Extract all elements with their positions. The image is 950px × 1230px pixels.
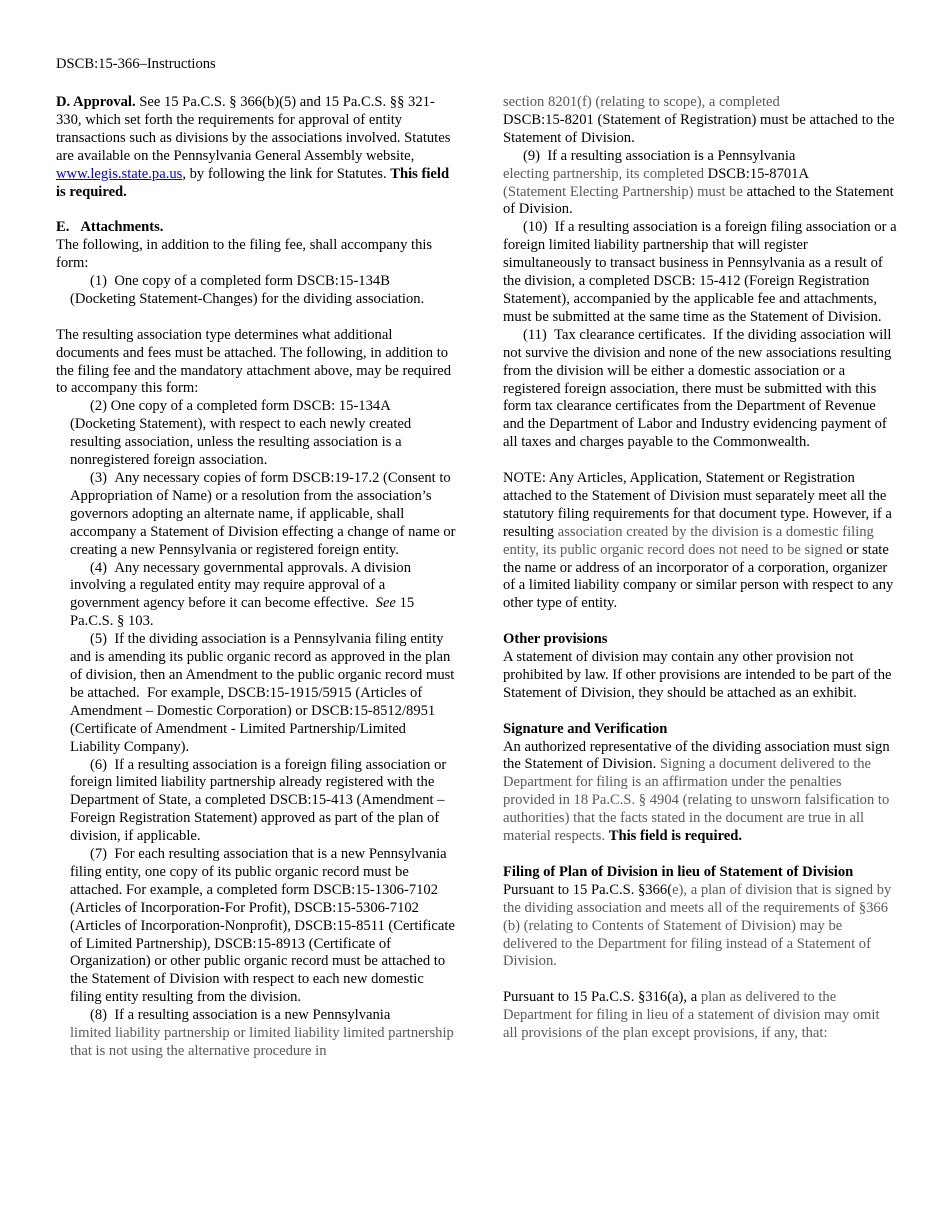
signature-text: An authorized representative of the dividing association must sign the Statement of Division. Signing a document delivered to the Department for filing is an affirmation under the penalties provided in 18 Pa.C.S. § 4904 (relating to unsworn falsification to authorities) that the facts stated in the document are true in all material respects. This field is required. bbox=[503, 738, 890, 845]
attachment-item-3: (3) Any necessary copies of form DSCB:19-17.2 (Consent to Appropriation of Name) or a resolution from the association’s governors adopting an alternate name, if applicable, shall accompany a Statement of Division effecting a change of name or creating a new Pennsylvania or registered foreign entity. bbox=[70, 470, 456, 558]
approval-section bbox=[56, 94, 456, 201]
left-column bbox=[56, 94, 456, 1061]
approval-title: D. Approval. bbox=[56, 94, 136, 110]
legislature-link[interactable]: www.legis.state.pa.us bbox=[56, 165, 183, 182]
attachment-item-8-start: (8) If a resulting association is a new Pennsylvania bbox=[90, 1007, 391, 1024]
attachment-item-11: (11) Tax clearance certificates. If the dividing association will not survive the division and none of the new associations resulting from the division will be either a domestic association or a registered foreign association, there must be submitted with this form tax clearance certificates from the Department of Revenue and the Department of Labor and Industry evidencing payment of all taxes and charges payable to the Commonwealth. bbox=[503, 326, 892, 451]
approval-text-2: , by following the link for Statutes. bbox=[182, 165, 391, 182]
attachment-item-5: (5) If the dividing association is a Pennsylvania filing entity and is amending its public organic record as approved in the plan of division, then an Amendment to the public organic record must be attached. For example, DSCB:15-1915/5915 (Articles of Amendment – Domestic Corporation) or DSCB:15-8512/8951 (Certificate of Amendment - Limited Partnership/Limited Liability Company). bbox=[70, 631, 455, 755]
other-provisions-title: Other provisions bbox=[503, 631, 608, 648]
attachment-item-8-continued: limited liability partnership or limited liability limited partnership that is not using the alternative procedure in bbox=[70, 1025, 454, 1059]
attachment-item-7: (7) For each resulting association that is a new Pennsylvania filing entity, one copy of its public organic record must be attached. For example, a completed form DSCB:15-1306-7102 (Articles of Incorporation-For Profit), DSCB:15-5306-7102 (Articles of Incorporation-Nonprofit), DSCB:15-8511 (Certificate of Limited Partnership), DSCB:15-8913 (Certificate of Organization) or other public organic record must be attached to the Statement of Division with respect to each new domestic filing entity resulting from the division. bbox=[70, 846, 455, 1006]
attachments-intro: The following, in addition to the filing fee, shall accompany this form: bbox=[56, 237, 433, 272]
attachment-item-1: (1) One copy of a completed form DSCB:15-134B (Docketing Statement-Changes) for the dividing association. bbox=[70, 273, 425, 307]
plan-filing-title: Filing of Plan of Division in lieu of Statement of Division bbox=[503, 863, 854, 880]
resulting-intro: The resulting association type determines what additional documents and fees must be attached. The following, in addition to the filing fee and the mandatory attachment above, may be required to accompany this form: bbox=[56, 326, 452, 397]
attachments-title: E. Attachments. bbox=[56, 219, 164, 236]
attachment-item-8-tail-1: section 8201(f) (relating to scope), a completed bbox=[503, 94, 780, 110]
signature-title: Signature and Verification bbox=[503, 720, 668, 737]
attachment-item-2: (2) One copy of a completed form DSCB: 15-134A (Docketing Statement), with respect to each newly created resulting association, unless the resulting association is a nonregistered foreign association. bbox=[70, 398, 412, 469]
other-provisions-text: A statement of division may contain any other provision not prohibited by law. If other provisions are intended to be part of the Statement of Division, they should be attached as an exhibit. bbox=[503, 649, 892, 701]
attachment-item-4: (4) Any necessary governmental approvals. A division involving a regulated entity may require approval of a government agency before it can become effective. See 15 Pa.C.S. § 103. bbox=[70, 559, 415, 630]
form-id-header: DSCB:15-366–Instructions bbox=[56, 56, 216, 72]
attachment-item-8-tail-2: DSCB:15-8201 (Statement of Registration) must be attached to the Statement of Division. bbox=[503, 111, 895, 146]
plan-filing-text: Pursuant to 15 Pa.C.S. §366(e), a plan of division that is signed by the dividing association and meets all of the requirements of §366 (b) (relating to Contents of Statement of Division) may be delivered to the Department for filing instead of a Statement of Division. bbox=[503, 881, 892, 970]
attachment-item-6: (6) If a resulting association is a foreign filing association or foreign limited liability partnership already registered with the Department of State, a completed DSCB:15-413 (Amendment – Foreign Registration Statement) approved as part of the plan of division, if applicable. bbox=[70, 756, 447, 845]
approval-text: See 15 Pa.C.S. § 366(b)(5) and 15 Pa.C.S. §§ 321-330, which set forth the requirements for approval of entity transactions such as divisions by the associations involved. Statutes are available on the Pennsylvania General Assembly website, bbox=[56, 94, 451, 164]
attachment-item-10: (10) If a resulting association is a foreign filing association or a foreign limited liability partnership that will register simultaneously to transact business in Pennsylvania as a result of the division, a completed DSCB: 15-412 (Foreign Registration Statement), accompanied by the applicable fee and attachments, must be submitted at the same time as the Statement of Division. bbox=[503, 219, 897, 325]
signature-required-note: This field is required. bbox=[608, 828, 743, 845]
note-paragraph: NOTE: Any Articles, Application, Statement or Registration attached to the Statement of Division must separately meet all the statutory filing requirements for that document type. However, if a resulting association created by the division is a domestic filing entity, its public organic record does not need to be signed or state the name or address of an incorporator of a corporation, organizer of a limited liability company or similar person with respect to any other type of entity. bbox=[503, 470, 894, 612]
plan-omission-text: Pursuant to 15 Pa.C.S. §316(a), a plan as delivered to the Department for filing in lieu of a statement of division may omit all provisions of the plan except provisions, if any, that: bbox=[503, 989, 880, 1042]
attachment-item-9: (9) If a resulting association is a Pennsylvania electing partnership, its completed DSCB:15-8701A (Statement Electing Partnership) must be attached to the Statement of Division. bbox=[503, 147, 894, 218]
approval-required-note: This field is required. bbox=[56, 165, 450, 200]
right-column bbox=[503, 94, 897, 1043]
